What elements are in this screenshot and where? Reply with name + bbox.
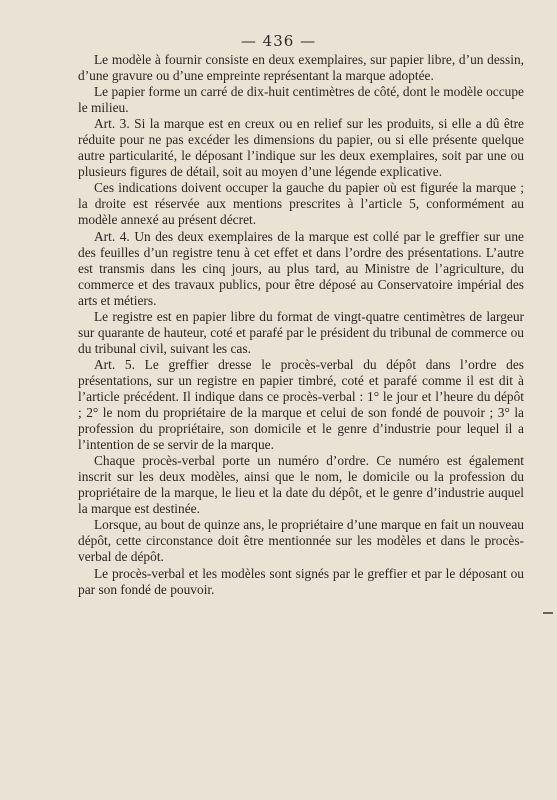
paragraph: Le registre est en papier libre du format de vingt-quatre centimètres de largeur sur quarante de hauteur, coté et parafé par le président du tribunal de commerce ou du tribunal civil, suivant les cas. (78, 308, 524, 356)
page-body (78, 52, 524, 598)
paragraph: Le procès-verbal et les modèles sont signés par le greffier et par le déposant ou par son fondé de pouvoir. (78, 565, 524, 597)
paragraph: Art. 4. Un des deux exemplaires de la marque est collé par le greffier sur une des feuilles d’un registre tenu à cet effet et dans l’ordre des présentations. L’autre est transmis dans les cinq jours, au plus tard, au Ministre de l’agriculture, du commerce et des travaux publics, pour être déposé au Conservatoire impérial des arts et métiers. (78, 228, 524, 308)
paragraph: Chaque procès-verbal porte un numéro d’ordre. Ce numéro est également inscrit sur les deux modèles, ainsi que le nom, le domicile ou la profession du propriétaire de la marque, le lieu et la date du dépôt, et le genre d’industrie auquel la marque est destinée. (78, 453, 524, 517)
page-number: — 436 — (240, 32, 317, 50)
paragraph: Lorsque, au bout de quinze ans, le propriétaire d’une marque en fait un nouveau dépôt, cette circonstance doit être mentionnée sur les modèles et dans le procès-verbal de dépôt. (78, 517, 524, 565)
paragraph: Art. 3. Si la marque est en creux ou en relief sur les produits, si elle a dû être réduite pour ne pas excéder les dimensions du papier, ou si elle présente quelque autre particularité, le déposant l’indique sur les deux exemplaires, soit par une ou plusieurs figures de détail, soit au moyen d’une légende explicative. (78, 116, 524, 180)
paragraph: Ces indications doivent occuper la gauche du papier où est figurée la marque ; la droite est réservée aux mentions prescrites à l’article 5, conformément au modèle annexé au présent décret. (78, 180, 524, 228)
paragraph: Le modèle à fournir consiste en deux exemplaires, sur papier libre, d’un dessin, d’une gravure ou d’une empreinte représentant la marque adoptée. (78, 52, 524, 84)
paragraph: Le papier forme un carré de dix-huit centimètres de côté, dont le modèle occupe le milieu. (78, 84, 524, 116)
paragraph: Art. 5. Le greffier dresse le procès-verbal du dépôt dans l’ordre des présentations, sur un registre en papier timbré, coté et parafé comme il est dit à l’article précédent. Il indique dans ce procès-verbal : 1° le jour et l’heure du dépôt ; 2° le nom du propriétaire de la marque et celui de son fondé de pouvoir ; 3° la profession du propriétaire, son domicile et le genre d’industrie pour lequel il a l’intention de se servir de la marque. (78, 356, 524, 453)
margin-mark (543, 612, 553, 614)
